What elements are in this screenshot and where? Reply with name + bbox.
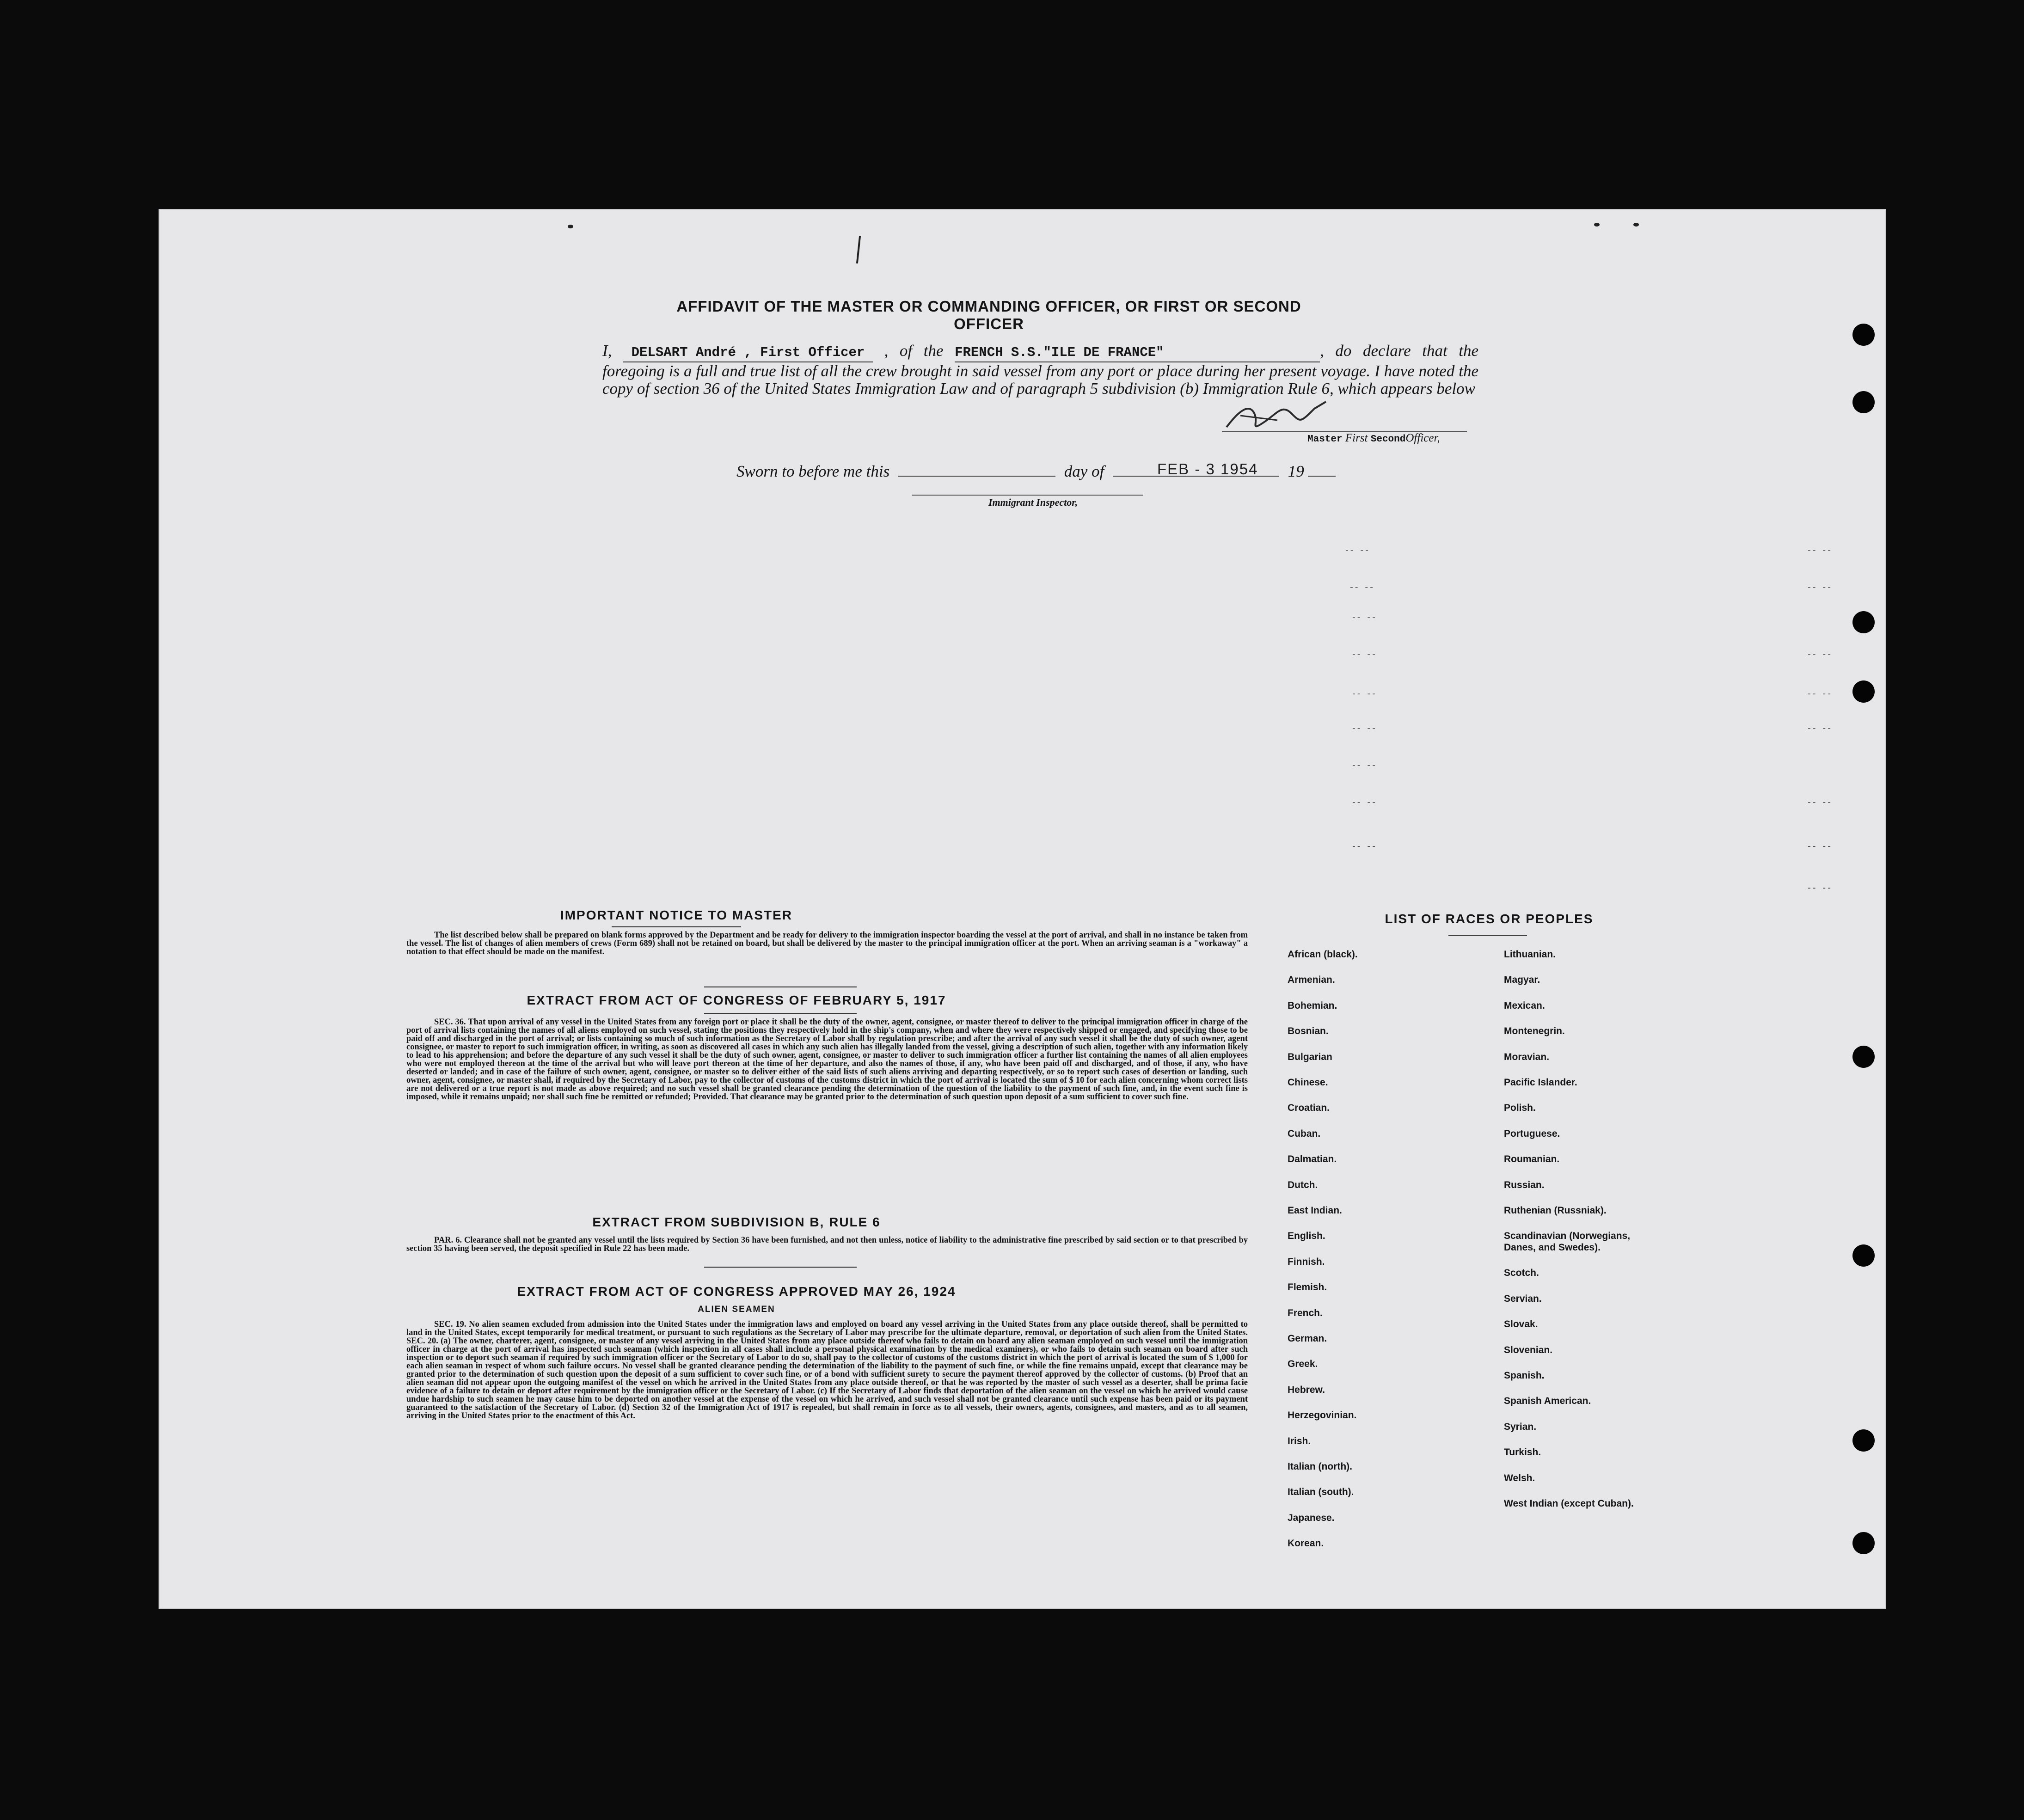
sworn-day-label: day of <box>1064 462 1104 480</box>
section-rule <box>704 1267 857 1268</box>
notice-rule <box>612 926 741 927</box>
struck-second: Second <box>1370 434 1406 445</box>
race-item: Croatian. <box>1288 1103 1330 1114</box>
dash-mark: -- -- <box>1351 761 1377 771</box>
race-item: African (black). <box>1288 949 1358 960</box>
inspector-line <box>912 495 1143 496</box>
binder-hole-1 <box>1852 324 1875 346</box>
race-item: Scotch. <box>1504 1268 1539 1279</box>
affidavit-title: AFFIDAVIT OF THE MASTER OR COMMANDING OFFICER, OR FIRST OR SECOND OFFICER <box>676 298 1301 332</box>
declaration-mid: , of the <box>884 342 944 360</box>
race-item: English. <box>1288 1231 1325 1242</box>
extract-1924-text: SEC. 19. No alien seamen excluded from admission into the United States under the immigration laws and employed on board any vessel arriving in the United States from any place outside thereof, shall be permitted to land in the United States, except temporarily for medical treatment, or pursuant to such regulations as the Secretary of Labor may prescribe for the ultimate departure, removal, or deportation of such alien from the United States. SEC. 20. (a) The owner, charterer, agent, consignee, or master of any vessel arriving in the United States from any place outside thereof who fails to detain on board any alien seaman employed on such vessel until the immigration officer in charge at the port of arrival has inspected such seaman (which inspection in all cases shall include a personal physical examination by the medical examiners), or who fails to detain such seaman on board after such inspection or to deport such seaman if required by such immigration officer or the Secretary of Labor to do so, shall pay to the collector of customs of the customs district in which the port of arrival is located the sum of $ 1,000 for each alien seaman in respect of whom such failure occurs. No vessel shall be granted clearance pending the determination of the liability to the payment of such fine, or while the fine remains unpaid, except that clearance may be granted prior to the determination of such question upon the deposit of a sum sufficient to cover such fine, or of a bond with sufficient surety to secure the payment thereof approved by the collector of customs. (b) Proof that an alien seaman did not appear upon the outgoing manifest of the vessel on which he arrived in the United States from any place outside thereof, or that he was reported by the master of such vessel as a deserter, shall be prima facie evidence of a failure to detain or deport after requirement by the immigration officer or the Secretary of Labor. (c) If the Secretary of Labor finds that deportation of the alien seaman on the vessel on which he arrived would cause undue hardship to such seamen he may cause him to be deported on another vessel at the expense of the vessel on which he arrived, and such vessel shall not be granted clearance until such expense has been paid or its payment guaranteed to the satisfaction of the Secretary of Labor. (d) Section 32 of the Immigration Act of 1917 is repealed, but shall remain in force as to all vessels, their owners, agents, consignees, and masters, and as to all seamen, arriving in the United States prior to the enactment of this Act. <box>406 1320 1248 1421</box>
section-rule <box>704 1013 857 1014</box>
dash-mark: -- -- <box>1807 546 1832 556</box>
officer-suffix: Officer, <box>1405 432 1440 444</box>
dash-mark: -- -- <box>1351 724 1377 734</box>
race-item: French. <box>1288 1307 1323 1318</box>
extract-1917-text: SEC. 36. That upon arrival of any vessel in the United States from any foreign port or place it shall be the duty of the owner, agent, consignee, or master thereof to deliver to the principal immigration officer in charge of the port of arrival lists containing the names of all aliens employed on such vessel, stating the positions they respectively hold in the ship's company, when and where they were respectively shipped or engaged, and specifying those to be paid off and discharged in the port of arrival; or lists containing so much of such information as the Secretary of Labor shall by regulation prescribe; and after the arrival of any such vessel it shall be the duty of such owner, agent consignee, or master to report to such immigration officer, in writing, as soon as discovered all cases in which any such alien has illegally landed from the vessel, giving a description of such alien, together with any information likely to lead to his apprehension; and before the departure of any such vessel it shall be the duty of such owner, agent, consignee, or master to deliver to such immigration officer a further list containing the names of all alien employees who were not employed thereon at the time of the arrival but who will leave port thereon at the time of her departure, and also the names of those, if any, who have been paid off and discharged, and of those, if any, who have deserted or landed; and in case of the failure of such owner, agent, consignee, or master so to deliver either of the said lists of such aliens arriving and departing respectively, or so to report such cases of desertion or landing, such owner, agent, consignee, or master shall, if required by the Secretary of Labor, pay to the collector of customs of the customs district in which the port of arrival is located the sum of $ 10 for each alien concerning whom correct lists are not delivered or a true report is not made as above required; and no such vessel shall be granted clearance pending the determination of the question of the liability to the payment of such fine, and, in the event such fine is imposed, while it remains unpaid; nor shall such fine be remitted or refunded; Provided. That clearance may be granted prior to the determination of such question upon deposit of a sum sufficient to cover such fine. <box>406 1017 1248 1102</box>
officer-signature <box>1222 395 1328 436</box>
race-item: Japanese. <box>1288 1512 1335 1523</box>
race-item: West Indian (except Cuban). <box>1504 1498 1634 1509</box>
binder-hole-5 <box>1852 1046 1875 1068</box>
race-item: Cuban. <box>1288 1128 1321 1139</box>
rule6-heading: EXTRACT FROM SUBDIVISION B, RULE 6 <box>592 1215 881 1229</box>
binder-hole-7 <box>1852 1429 1875 1452</box>
race-item: Polish. <box>1504 1103 1536 1114</box>
race-item: Montenegrin. <box>1504 1026 1565 1037</box>
race-item: Armenian. <box>1288 974 1335 986</box>
notice-heading: IMPORTANT NOTICE TO MASTER <box>560 908 793 922</box>
race-item: Moravian. <box>1504 1051 1550 1062</box>
struck-master: Master <box>1307 434 1343 445</box>
sworn-year-blank <box>1308 476 1336 477</box>
races-heading: LIST OF RACES OR PEOPLES <box>1385 912 1594 926</box>
race-item: Syrian. <box>1504 1421 1537 1432</box>
race-item: Irish. <box>1288 1435 1311 1446</box>
binder-hole-8 <box>1852 1532 1875 1554</box>
race-item: Slovenian. <box>1504 1344 1553 1355</box>
race-item: Mexican. <box>1504 1000 1545 1011</box>
affidavit-declaration <box>602 342 1478 398</box>
dash-mark: -- -- <box>1351 798 1377 808</box>
ink-speck <box>1594 223 1600 227</box>
race-item: Finnish. <box>1288 1256 1325 1267</box>
binder-hole-2 <box>1852 391 1875 413</box>
race-item: Roumanian. <box>1504 1154 1560 1165</box>
sworn-prefix: Sworn to before me this <box>736 462 890 480</box>
ink-speck <box>568 225 573 228</box>
race-item: Bulgarian <box>1288 1051 1332 1062</box>
dash-mark: -- -- <box>1807 884 1832 893</box>
dash-mark: -- -- <box>1807 583 1832 593</box>
race-item: Scandinavian (Norwegians, Danes, and Swedes). <box>1504 1231 1631 1253</box>
race-item: Chinese. <box>1288 1077 1328 1088</box>
alien-seamen-subheading: ALIEN SEAMEN <box>698 1305 775 1314</box>
race-item: Flemish. <box>1288 1282 1327 1293</box>
race-item: Lithuanian. <box>1504 949 1556 960</box>
dash-mark: -- -- <box>1807 842 1832 852</box>
race-item: Dutch. <box>1288 1179 1318 1190</box>
race-item: Spanish. <box>1504 1370 1545 1381</box>
officer-field <box>623 342 873 362</box>
ink-speck <box>1633 223 1639 227</box>
binder-hole-6 <box>1852 1244 1875 1267</box>
notice-text: The list described below shall be prepared on blank forms approved by the Department and be ready for delivery to the immigration inspector boarding the vessel at the port of arrival, and shall in no instance be taken from the vessel. The list of changes of alien members of crews (Form 689) shall not be retained on board, but shall be delivered by the master to the principal immigration officer at the port. When an arriving seaman is a "workaway" a notation to that effect should be made on the manifest. <box>406 931 1248 956</box>
dash-mark: -- -- <box>1807 798 1832 808</box>
dash-mark: -- -- <box>1349 583 1374 593</box>
pencil-mark <box>856 236 861 264</box>
sworn-year: 19 <box>1288 462 1304 480</box>
dash-mark: -- -- <box>1351 650 1377 660</box>
race-item: Korean. <box>1288 1538 1324 1549</box>
dash-mark: -- -- <box>1344 546 1370 556</box>
race-item: Dalmatian. <box>1288 1154 1337 1165</box>
race-item: German. <box>1288 1333 1327 1344</box>
race-item: Ruthenian (Russniak). <box>1504 1205 1607 1216</box>
dash-mark: -- -- <box>1807 724 1832 734</box>
dash-mark: -- -- <box>1351 613 1377 623</box>
signature-title <box>1307 432 1440 445</box>
rule6-text: PAR. 6. Clearance shall not be granted any vessel until the lists required by Section 36 have been furnished, and not then unless, notice of liability to the administrative fine prescribed by said section or to that prescribed by section 35 having been served, the deposit specified in Rule 22 has been made. <box>406 1236 1248 1253</box>
races-rule <box>1448 935 1527 936</box>
date-stamp: FEB - 3 1954 <box>1157 460 1258 478</box>
manifest-page <box>159 209 1886 1609</box>
race-item: Turkish. <box>1504 1447 1541 1458</box>
declaration-prefix: I, <box>602 342 612 360</box>
dash-mark: -- -- <box>1351 842 1377 852</box>
dash-mark: -- -- <box>1807 690 1832 699</box>
extract-1924-heading: EXTRACT FROM ACT OF CONGRESS APPROVED MAY 26, 1924 <box>517 1284 956 1299</box>
race-item: Magyar. <box>1504 974 1540 986</box>
vessel-field <box>955 342 1320 362</box>
binder-hole-4 <box>1852 680 1875 703</box>
extract-1917-heading: EXTRACT FROM ACT OF CONGRESS OF FEBRUARY 5, 1917 <box>527 993 946 1007</box>
race-item: Spanish American. <box>1504 1396 1591 1407</box>
race-item: Herzegovinian. <box>1288 1410 1357 1421</box>
dash-mark: -- -- <box>1351 690 1377 699</box>
first-label: First <box>1345 432 1368 444</box>
race-item: Bosnian. <box>1288 1026 1329 1037</box>
race-item: Pacific Islander. <box>1504 1077 1577 1088</box>
binder-hole-3 <box>1852 611 1875 633</box>
vessel-name: FRENCH S.S."ILE DE FRANCE" <box>955 345 1164 360</box>
declaration-suffix: , do declare <box>1320 342 1411 360</box>
race-item: Russian. <box>1504 1179 1545 1190</box>
race-item: Italian (north). <box>1288 1461 1352 1472</box>
race-item: Italian (south). <box>1288 1487 1354 1498</box>
dash-mark: -- -- <box>1807 650 1832 660</box>
race-item: Servian. <box>1504 1293 1542 1304</box>
officer-name: DELSART André , First Officer <box>631 345 865 360</box>
race-item: Hebrew. <box>1288 1384 1325 1395</box>
inspector-label: Immigrant Inspector, <box>988 496 1078 508</box>
race-item: Welsh. <box>1504 1472 1535 1483</box>
race-item: Bohemian. <box>1288 1000 1337 1011</box>
race-item: Portuguese. <box>1504 1128 1560 1139</box>
sworn-day-blank <box>898 476 1055 477</box>
race-item: Slovak. <box>1504 1319 1538 1330</box>
race-item: Greek. <box>1288 1359 1318 1370</box>
race-item: East Indian. <box>1288 1205 1342 1216</box>
declaration-body: that the foregoing is a full and true list of all the crew brought in said vessel from any port or place during her present voyage. I have noted the copy of section 36 of the United States Immigration Law and of paragraph 5 subdivision (b) Immigration Rule 6, which appears below <box>602 342 1479 398</box>
